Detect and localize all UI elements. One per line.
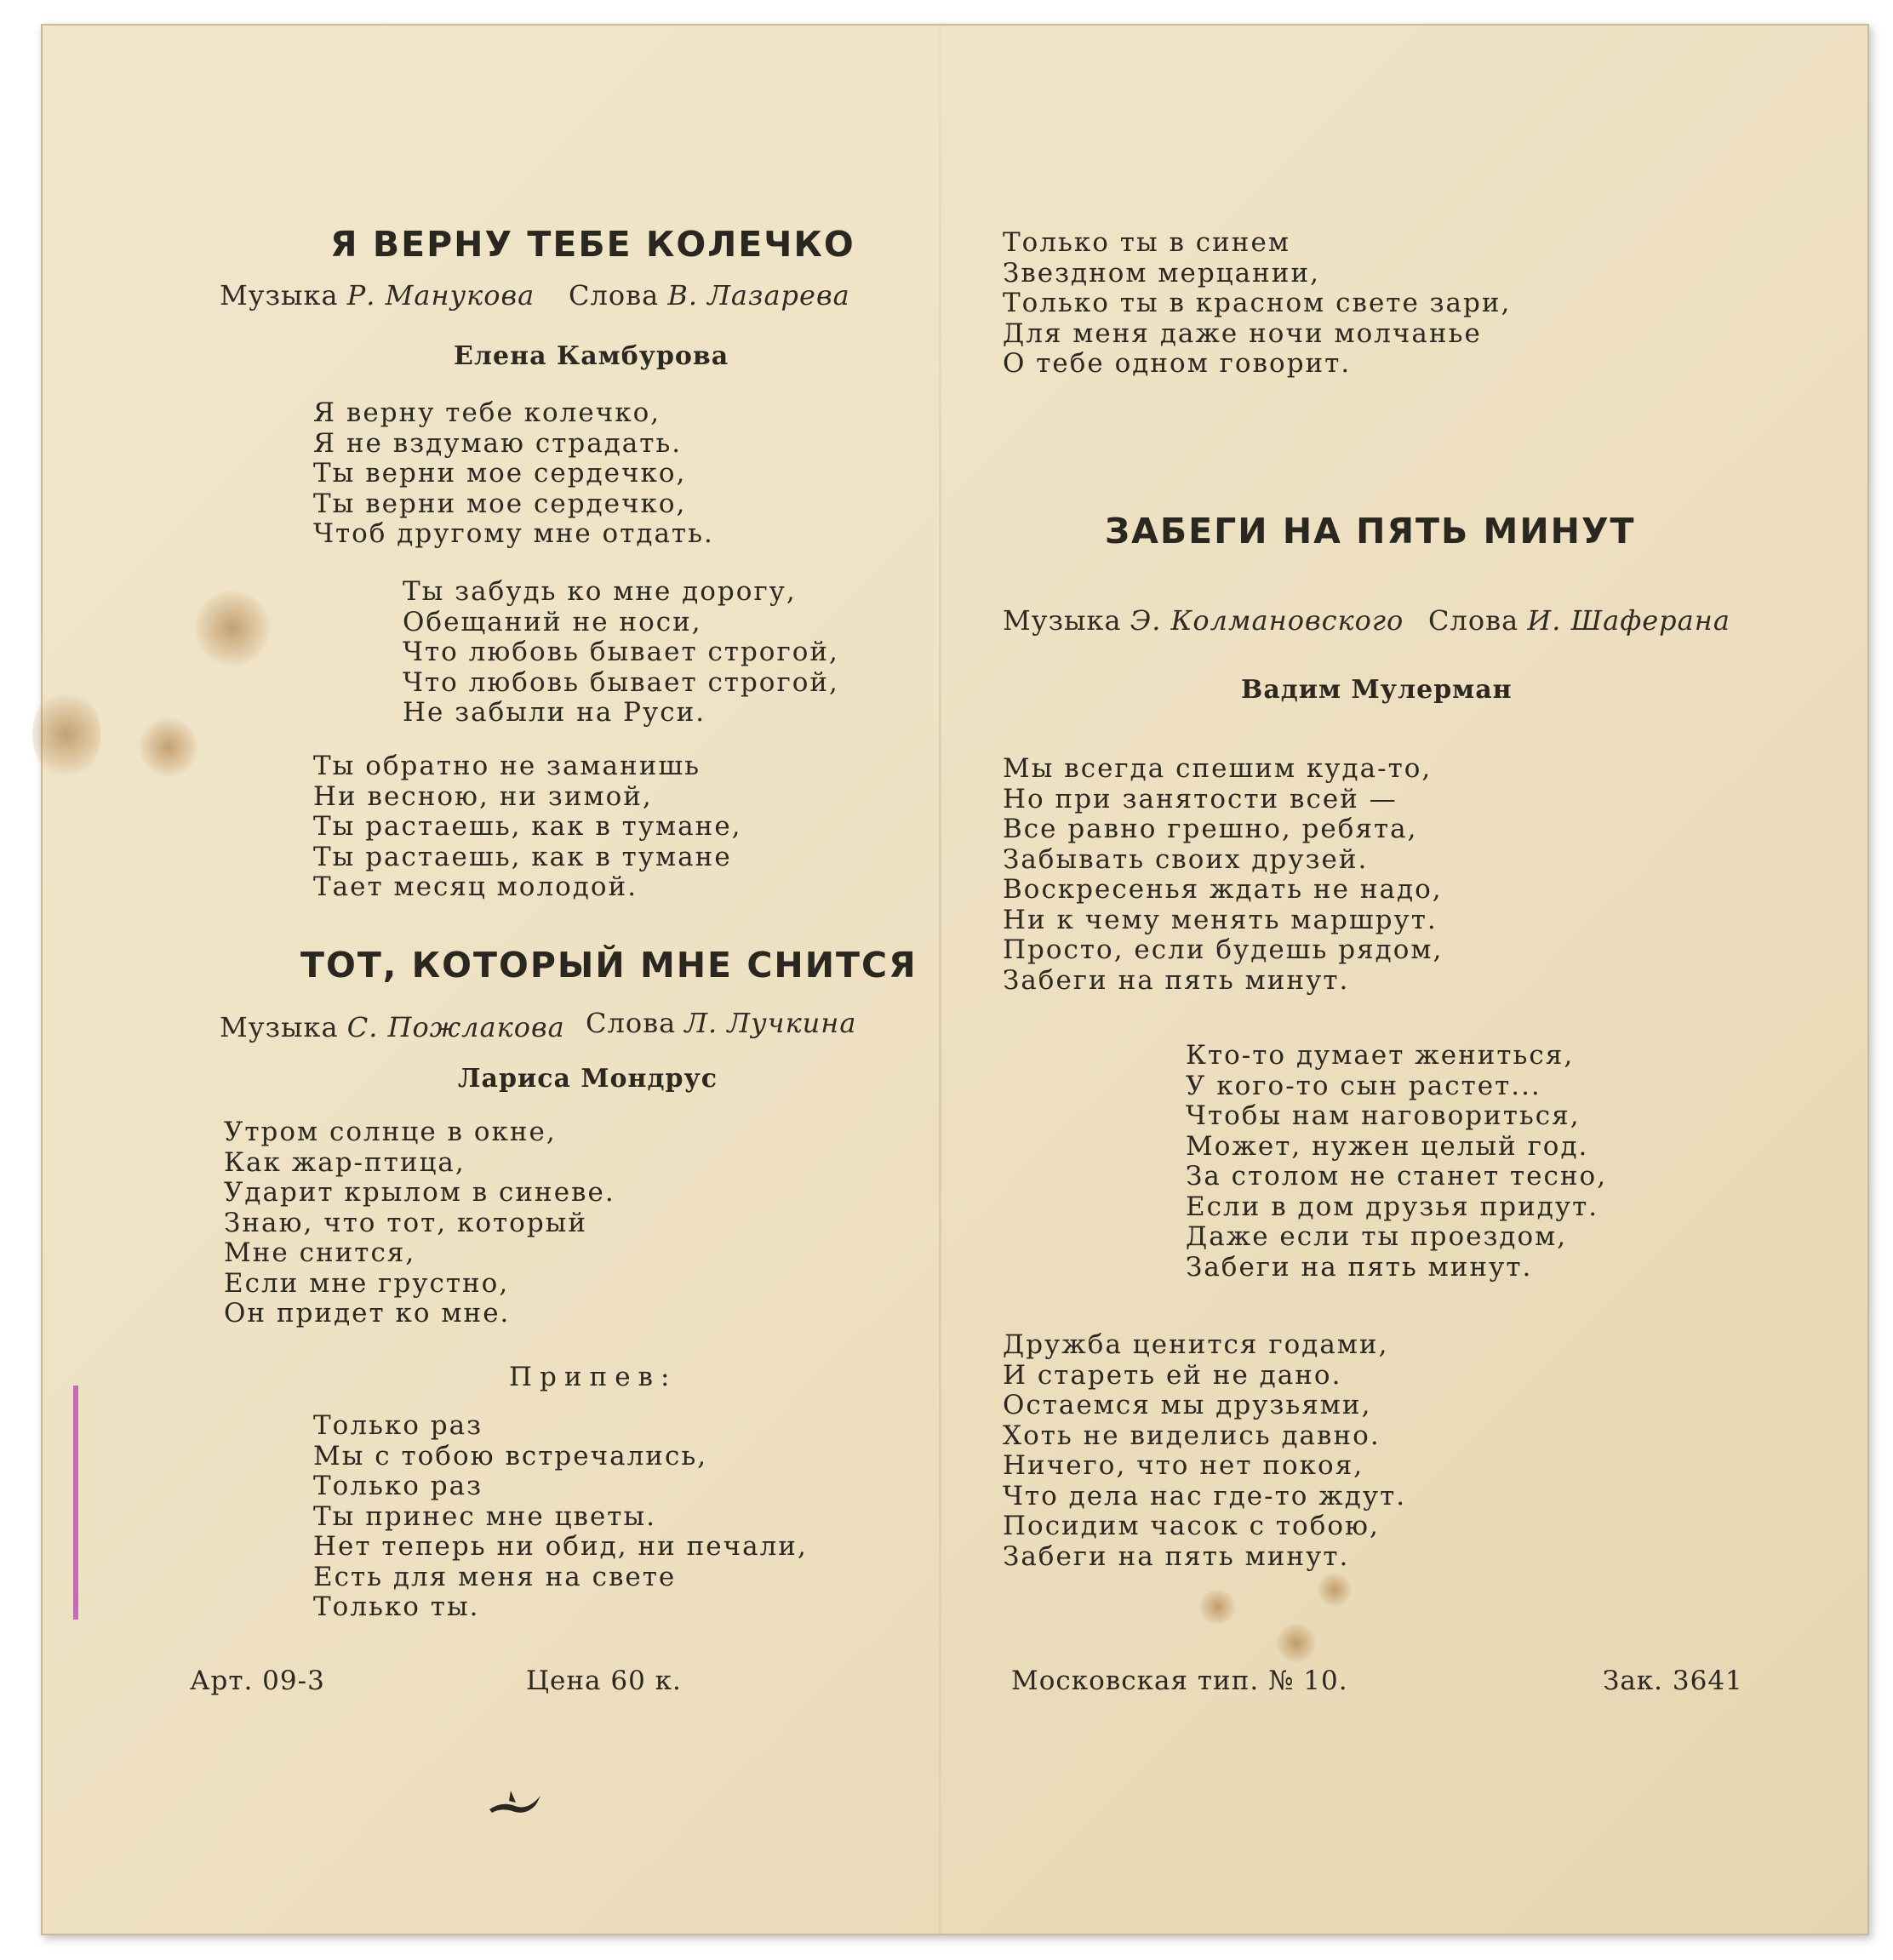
lyric-line: Мы с тобою встречались, (313, 1440, 708, 1471)
record-sleeve-page (41, 24, 1869, 1935)
lyric-line: Ни к чему менять маршрут. (1003, 904, 1438, 935)
song1-stanza-3 (313, 751, 742, 903)
song1-stanza-1 (313, 398, 714, 550)
words-author: Л. Лучкина (684, 1007, 857, 1039)
lyric-line: Дружба ценится годами, (1003, 1329, 1389, 1360)
stain (1275, 1624, 1318, 1662)
lyric-line: Забеги на пять минут. (1003, 1540, 1350, 1572)
lyric-line: Просто, если будешь рядом, (1003, 934, 1444, 965)
words-author: И. Шаферана (1527, 604, 1730, 637)
music-label: Музыка (220, 1011, 339, 1043)
song2-title: ТОТ, КОТОРЫЙ МНЕ СНИТСЯ (300, 945, 918, 986)
stain (32, 688, 100, 781)
lyric-line: Чтоб другому мне отдать. (313, 518, 714, 549)
lyric-line: Ни весною, ни зимой, (313, 780, 653, 812)
lyric-line: Не забыли на Руси. (403, 697, 706, 728)
lyric-line: Забеги на пять минут. (1003, 964, 1350, 996)
lyric-line: Может, нужен целый год. (1186, 1130, 1589, 1162)
song3-stanza-1 (1003, 754, 1443, 996)
song3-credits-music (1003, 604, 1404, 637)
lyric-line: Забеги на пять минут. (1186, 1251, 1533, 1283)
lyric-line: Тает месяц молодой. (313, 871, 638, 902)
song2-performer: Лариса Мондрус (458, 1064, 718, 1094)
song2-stanza-1 (224, 1117, 615, 1329)
song2-continuation (1003, 228, 1511, 380)
song1-stanza-2 (403, 577, 839, 729)
lyric-line: Ты растаешь, как в тумане (313, 841, 732, 872)
music-label: Музыка (1003, 604, 1122, 637)
lyric-line: Я не вздумаю страдать. (313, 427, 683, 459)
lyric-line: Ты верни мое сердечко, (313, 488, 687, 519)
song2-chorus (313, 1411, 808, 1623)
lyric-line: Знаю, что тот, который (224, 1207, 588, 1238)
music-author: С. Пожлакова (346, 1011, 565, 1043)
lyric-line: И стареть ей не дано. (1003, 1359, 1342, 1391)
footer-printer: Московская тип. № 10. (1011, 1666, 1348, 1696)
lyric-line: Только ты в красном свете зари, (1003, 288, 1512, 318)
lyric-line: Он придет ко мне. (224, 1298, 511, 1329)
song2-chorus-label: Припев: (509, 1362, 678, 1392)
lyric-line: Ничего, что нет покоя, (1003, 1450, 1364, 1481)
song3-title: ЗАБЕГИ НА ПЯТЬ МИНУТ (1105, 511, 1636, 551)
song3-stanza-2 (1186, 1041, 1607, 1283)
publisher-logo-icon (485, 1786, 545, 1820)
lyric-line: Утром солнце в окне, (224, 1117, 557, 1147)
music-author: Р. Манукова (346, 279, 535, 311)
song2-credits-words (586, 1007, 856, 1039)
song3-stanza-3 (1003, 1330, 1406, 1572)
lyric-line: Хоть не виделись давно. (1003, 1420, 1381, 1451)
song1-performer: Елена Камбурова (454, 341, 729, 371)
lyric-line: Ты верни мое сердечко, (313, 458, 687, 489)
lyric-line: Есть для меня на свете (313, 1561, 677, 1592)
lyric-line: Ты растаешь, как в тумане, (313, 811, 742, 842)
lyric-line: Обещаний не носи, (403, 606, 702, 637)
lyric-line: Только ты. (313, 1591, 480, 1622)
stain (1318, 1573, 1352, 1607)
lyric-line: Ты обратно не заманишь (313, 751, 701, 781)
song1-credits-music (220, 279, 535, 311)
music-label: Музыка (220, 279, 339, 311)
stain (139, 717, 198, 777)
lyric-line: Если в дом друзья придут. (1186, 1191, 1599, 1222)
lyric-line: Ты забудь ко мне дорогу, (403, 576, 797, 607)
lyric-line: Ударит крылом в синеве. (224, 1177, 615, 1208)
music-author: Э. Колмановского (1130, 604, 1404, 637)
song2-credits-music (220, 1011, 565, 1043)
words-label: Слова (1428, 604, 1519, 637)
lyric-line: Что любовь бывает строгой, (403, 666, 839, 698)
margin-highlight-mark (73, 1386, 78, 1620)
fold-crease (939, 24, 941, 1935)
lyric-line: Что дела нас где-то ждут. (1003, 1480, 1407, 1511)
words-author: В. Лазарева (667, 279, 850, 311)
lyric-line: Только ты в синем (1003, 227, 1290, 258)
lyric-line: Остаемся мы друзьями, (1003, 1390, 1372, 1420)
lyric-line: Что любовь бывает строгой, (403, 637, 839, 667)
stain (1198, 1590, 1237, 1624)
lyric-line: Для меня даже ночи молчанье (1003, 317, 1482, 349)
words-label: Слова (569, 279, 660, 311)
stain (194, 590, 271, 666)
lyric-line: Мы всегда спешим куда-то, (1003, 753, 1433, 784)
lyric-line: Даже если ты проездом, (1186, 1221, 1568, 1252)
lyric-line: У кого-то сын растет... (1186, 1070, 1541, 1101)
lyric-line: Воскресенья ждать не надо, (1003, 874, 1443, 905)
lyric-line: Посидим часок с тобою, (1003, 1511, 1380, 1541)
song3-performer: Вадим Мулерман (1241, 675, 1513, 705)
lyric-line: Ты принес мне цветы. (313, 1500, 656, 1532)
lyric-line: Если мне грустно, (224, 1267, 510, 1299)
lyric-line: О тебе одном говорит. (1003, 348, 1352, 379)
lyric-line: Только раз (313, 1471, 483, 1501)
lyric-line: Как жар-птица, (224, 1146, 466, 1178)
lyric-line: Только раз (313, 1410, 483, 1441)
lyric-line: Забывать своих друзей. (1003, 843, 1369, 875)
lyric-line: Кто-то думает жениться, (1186, 1040, 1575, 1071)
words-label: Слова (586, 1007, 677, 1039)
lyric-line: Звездном мерцании, (1003, 257, 1320, 289)
lyric-line: Я верну тебе колечко, (313, 397, 661, 428)
footer-art-number: Арт. 09-3 (190, 1666, 325, 1696)
song3-credits-words (1428, 604, 1730, 637)
lyric-line: За столом не станет тесно, (1186, 1161, 1608, 1191)
song1-title: Я ВЕРНУ ТЕБЕ КОЛЕЧКО (330, 224, 855, 265)
lyric-line: Все равно грешно, ребята, (1003, 814, 1418, 844)
footer-price: Цена 60 к. (526, 1666, 682, 1696)
footer-order-number: Зак. 3641 (1603, 1666, 1743, 1696)
lyric-line: Но при занятости всей — (1003, 783, 1398, 814)
lyric-line: Нет теперь ни обид, ни печали, (313, 1531, 808, 1562)
lyric-line: Мне снится, (224, 1237, 416, 1268)
song1-credits-words (569, 279, 850, 311)
lyric-line: Чтобы нам наговориться, (1186, 1100, 1581, 1131)
